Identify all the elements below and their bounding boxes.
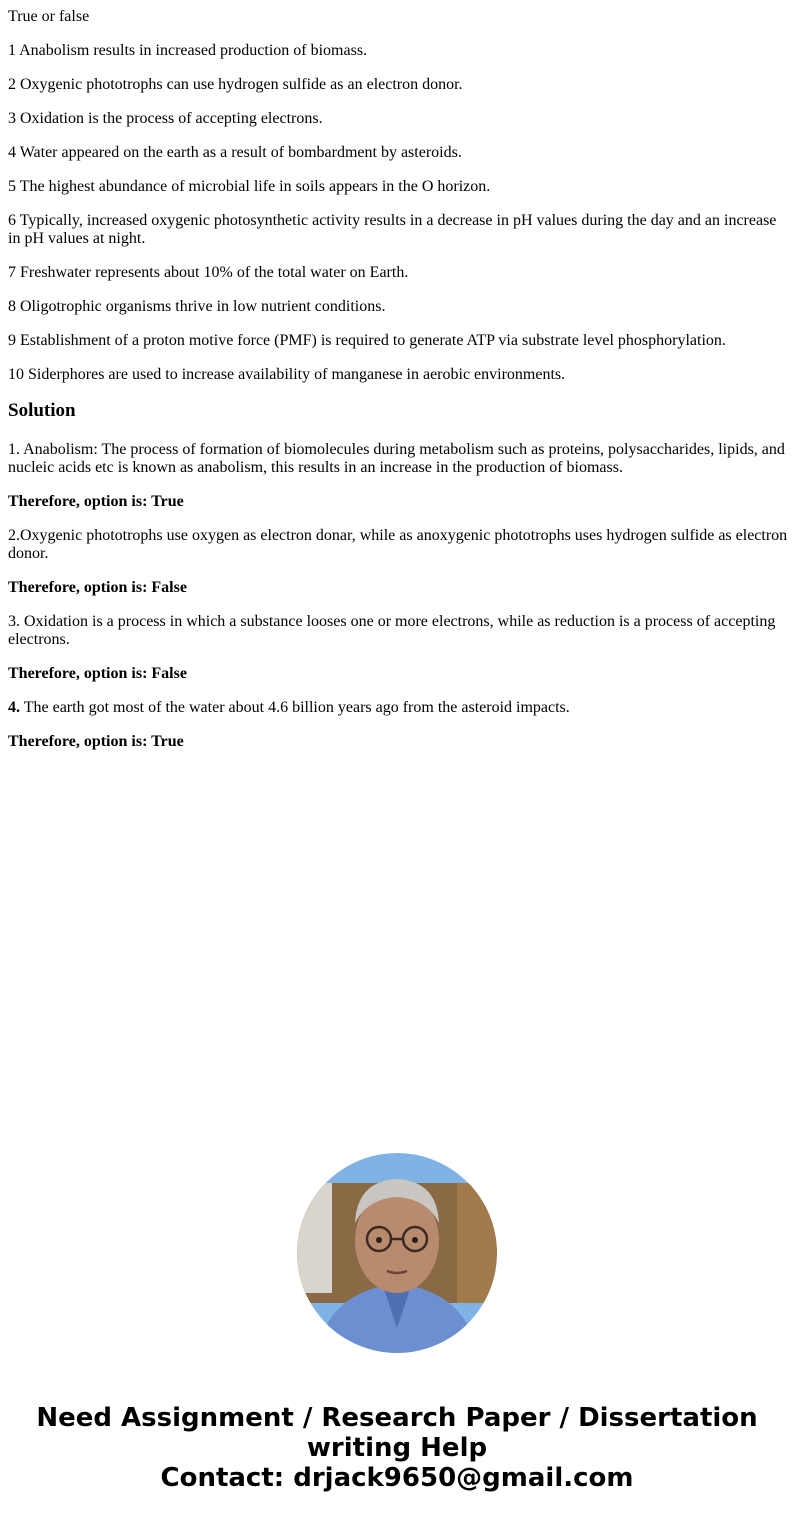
avatar-portrait: [297, 1153, 497, 1353]
question-item: 4 Water appeared on the earth as a result of bombardment by asteroids.: [8, 144, 462, 161]
solution-text: 2.Oxygenic phototrophs use oxygen as electron donar, while as anoxygenic phototrophs uses hydrogen sulfide as electron donor.: [8, 527, 788, 562]
question-item: 8 Oligotrophic organisms thrive in low nutrient conditions.: [8, 298, 386, 315]
solution-answer: Therefore, option is: False: [8, 665, 187, 682]
question-item: 1 Anabolism results in increased production of biomass.: [8, 42, 368, 59]
solution-answer: Therefore, option is: True: [8, 493, 184, 510]
solution-prefix: 4.: [8, 699, 20, 716]
question-item: 9 Establishment of a proton motive force (PMF) is required to generate ATP via substrate level phosphorylation.: [8, 332, 726, 349]
question-item: 2 Oxygenic phototrophs can use hydrogen sulfide as an electron donor.: [8, 76, 463, 93]
solution-explanation: [8, 527, 788, 563]
question-item: 5 The highest abundance of microbial life in soils appears in the O horizon.: [8, 178, 491, 195]
solution-text: The earth got most of the water about 4.6 billion years ago from the asteroid impacts.: [20, 699, 570, 716]
footer-contact: Contact: drjack9650@gmail.com: [160, 1463, 634, 1493]
solution-answer: Therefore, option is: True: [8, 733, 184, 750]
question-list: [8, 42, 788, 384]
solution-text: 1. Anabolism: The process of formation of biomolecules during metabolism such as proteins, polysaccharides, lipids, and nucleic acids etc is known as anabolism, this results in an increase in the production of biomass.: [8, 441, 785, 476]
footer-banner: [0, 1403, 794, 1493]
solution-explanation: [8, 699, 788, 717]
footer-line: Need Assignment / Research Paper / Dissertation: [36, 1403, 758, 1433]
solution-list: [8, 441, 788, 751]
question-item: 3 Oxidation is the process of accepting electrons.: [8, 110, 323, 127]
solution-explanation: [8, 441, 788, 477]
header-text: True or false: [8, 8, 90, 25]
solution-answer: Therefore, option is: False: [8, 579, 187, 596]
question-item: 10 Siderphores are used to increase availability of manganese in aerobic environments.: [8, 366, 566, 383]
author-avatar: [297, 1153, 497, 1353]
document-body: [8, 8, 788, 767]
question-item: 6 Typically, increased oxygenic photosynthetic activity results in a decrease in pH values during the day and an increase in pH values at night.: [8, 212, 777, 247]
solution-text: 3. Oxidation is a process in which a substance looses one or more electrons, while as reduction is a process of accepting electrons.: [8, 613, 776, 648]
solution-heading: Solution: [8, 400, 76, 421]
solution-explanation: [8, 613, 788, 649]
footer-line: writing Help: [306, 1433, 488, 1463]
question-item: 7 Freshwater represents about 10% of the total water on Earth.: [8, 264, 409, 281]
